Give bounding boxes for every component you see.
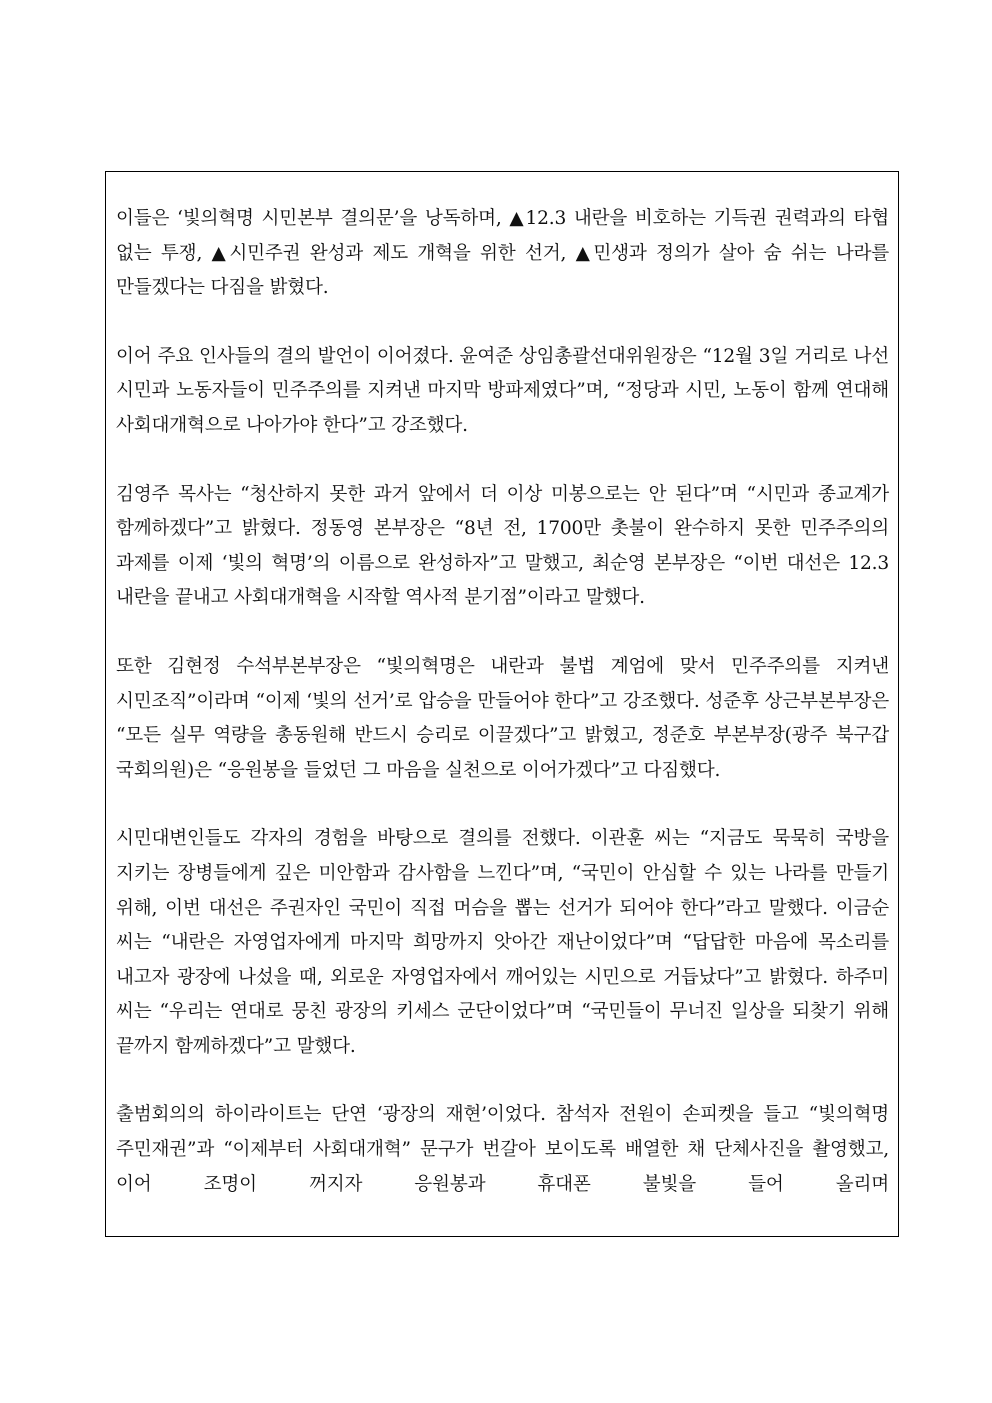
paragraph-resolution: 이들은 ‘빛의혁명 시민본부 결의문’을 낭독하며, ▲12.3 내란을 비호하는 기득권 권력과의 타협 없는 투쟁, ▲시민주권 완성과 제도 개혁을 위한 선거, ▲민생과 정의가 살아 숨 쉬는 나라를 만들겠다는 다짐을 밝혔다. — [116, 208, 889, 299]
paragraph-citizen-spokespersons: 시민대변인들도 각자의 경험을 바탕으로 결의를 전했다. 이관훈 씨는 “지금도 묵묵히 국방을 지키는 장병들에게 깊은 미안함과 감사함을 느낀다”며, “국민이 안심할 수 있는 나라를 만들기 위해, 이번 대선은 주권자인 국민이 직접 머슴을 뽑는 선거가 되어야 한다”라고 말했다. 이금순 씨는 “내란은 자영업자에게 마지막 희망까지 앗아간 재난이었다”며 “답답한 마음에 목소리를 내고자 광장에 나섰을 때, 외로운 자영업자에서 깨어있는 시민으로 거듭났다”고 밝혔다. 하주미 씨는 “우리는 연대로 뭉친 광장의 키세스 군단이었다”며 “국민들이 무너진 일상을 되찾기 위해 끝까지 함께하겠다”고 말했다. — [116, 828, 889, 1057]
paragraph-leaders-remarks: 이어 주요 인사들의 결의 발언이 이어졌다. 윤여준 상임총괄선대위원장은 “12월 3일 거리로 나선 시민과 노동자들이 민주주의를 지켜낸 마지막 방파제였다”며, “정당과 시민, 노동이 함께 연대해 사회대개혁으로 나아가야 한다”고 강조했다. — [116, 345, 889, 436]
paragraph-vice-heads-remarks: 또한 김현정 수석부본부장은 “빛의혁명은 내란과 불법 계엄에 맞서 민주주의를 지켜낸 시민조직”이라며 “이제 ‘빛의 선거’로 압승을 만들어야 한다”고 강조했다. 성준후 상근부본부장은 “모든 실무 역량을 총동원해 반드시 승리로 이끌겠다”고 밝혔고, 정준호 부본부장(광주 북구갑 국회의원)은 “응원봉을 들었던 그 마음을 실천으로 이어가겠다”고 다짐했다. — [116, 655, 889, 781]
article-text-box — [105, 171, 899, 1237]
paragraph-highlight: 출범회의의 하이라이트는 단연 ‘광장의 재현’이었다. 참석자 전원이 손피켓을 들고 “빛의혁명 주민재권”과 “이제부터 사회대개혁” 문구가 번갈아 보이도록 배열한 채 단체사진을 촬영했고, 이어 조명이 꺼지자 응원봉과 휴대폰 불빛을 들어 올리며 — [116, 1104, 889, 1195]
paragraph-religious-remarks: 김영주 목사는 “청산하지 못한 과거 앞에서 더 이상 미봉으로는 안 된다”며 “시민과 종교계가 함께하겠다”고 밝혔다. 정동영 본부장은 “8년 전, 1700만 촛불이 완수하지 못한 민주주의의 과제를 이제 ‘빛의 혁명’의 이름으로 완성하자”고 말했고, 최순영 본부장은 “이번 대선은 12.3 내란을 끝내고 사회대개혁을 시작할 역사적 분기점”이라고 말했다. — [116, 483, 889, 609]
